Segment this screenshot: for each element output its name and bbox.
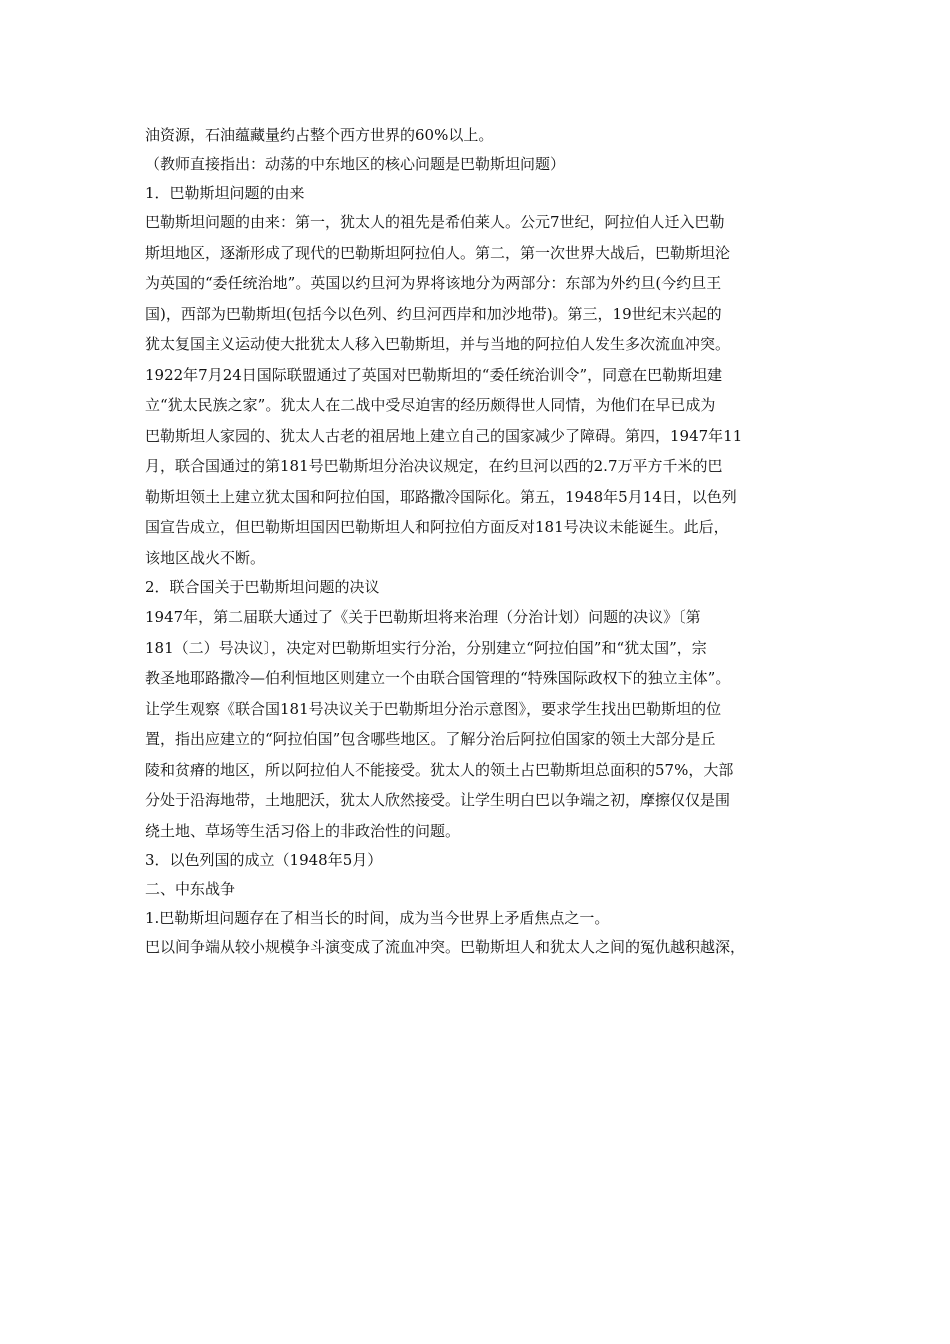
- text-line: 油资源，石油蕴藏量约占整个西方世界的60%以上。: [145, 126, 494, 144]
- text-line: 该地区战火不断。: [145, 548, 266, 567]
- text-line: 巴勒斯坦问题的由来：第一，犹太人的祖先是希伯莱人。公元7世纪，阿拉伯人迁入巴勒: [145, 213, 725, 232]
- text-line: 让学生观察《联合国181号决议关于巴勒斯坦分治示意图》，要求学生找出巴勒斯坦的位: [145, 699, 722, 718]
- text-line: 绕土地、草场等生活习俗上的非政治性的问题。: [145, 821, 461, 840]
- text-line: 斯坦地区，逐渐形成了现代的巴勒斯坦阿拉伯人。第二，第一次世界大战后，巴勒斯坦沦: [145, 243, 731, 262]
- text-line: 教圣地耶路撒冷—伯利恒地区则建立一个由联合国管理的“特殊国际政权下的独立主体”。: [145, 669, 731, 688]
- chapter-heading: 二、中东战争: [145, 879, 236, 898]
- text-line: 1922年7月24日国际联盟通过了英国对巴勒斯坦的“委任统治训令”，同意在巴勒斯坦建: [145, 365, 723, 384]
- text-line: 1947年，第二届联大通过了《关于巴勒斯坦将来治理（分治计划）问题的决议》〔第: [145, 608, 701, 627]
- text-line: 置，指出应建立的“阿拉伯国”包含哪些地区。了解分治后阿拉伯国家的领土大部分是丘: [145, 730, 716, 749]
- text-line: （教师直接指出：动荡的中东地区的核心问题是巴勒斯坦问题）: [145, 154, 566, 173]
- document-body: [145, 121, 825, 961]
- section-heading: 1．巴勒斯坦问题的由来: [145, 183, 305, 202]
- text-line: 国)，西部为巴勒斯坦(包括今以色列、约旦河西岸和加沙地带)。第三，19世纪末兴起的: [145, 304, 722, 323]
- text-line: 犹太复国主义运动使大批犹太人移入巴勒斯坦，并与当地的阿拉伯人发生多次流血冲突。: [145, 335, 731, 354]
- text-line: 国宣告成立，但巴勒斯坦国因巴勒斯坦人和阿拉伯方面反对181号决议未能诞生。此后，: [145, 518, 729, 537]
- text-line: 为英国的“委任统治地”。英国以约旦河为界将该地分为两部分：东部为外约旦(今约旦王: [145, 274, 722, 293]
- paragraph-resolution: [145, 602, 825, 846]
- section-heading: 3．以色列国的成立（1948年5月）: [145, 851, 383, 870]
- text-line: 月，联合国通过的第181号巴勒斯坦分治决议规定，在约旦河以西的2.7万平方千米的巴: [145, 457, 723, 476]
- text-line: 181（二）号决议〕，决定对巴勒斯坦实行分治，分别建立“阿拉伯国”和“犹太国”，宗: [145, 638, 707, 657]
- text-line: 巴勒斯坦人家园的、犹太人古老的祖居地上建立自己的国家减少了障碍。第四，1947年11: [145, 426, 743, 445]
- text-line: 立“犹太民族之家”。犹太人在二战中受尽迫害的经历颇得世人同情，为他们在早已成为: [145, 396, 716, 415]
- paragraph-origin: [145, 207, 825, 573]
- text-line: 陵和贫瘠的地区，所以阿拉伯人不能接受。犹太人的领土占巴勒斯坦总面积的57%，大部: [145, 760, 734, 779]
- text-line: 分处于沿海地带，土地肥沃，犹太人欣然接受。让学生明白巴以争端之初，摩擦仅仅是围: [145, 791, 731, 810]
- text-line: 1.巴勒斯坦问题存在了相当长的时间，成为当今世界上矛盾焦点之一。: [145, 908, 610, 927]
- text-line: 勒斯坦领土上建立犹太国和阿拉伯国，耶路撒冷国际化。第五，1948年5月14日，以色列: [145, 487, 737, 506]
- section-heading: 2．联合国关于巴勒斯坦问题的决议: [145, 578, 380, 597]
- text-line: 巴以间争端从较小规模争斗演变成了流血冲突。巴勒斯坦人和犹太人之间的冤仇越积越深，: [145, 937, 746, 956]
